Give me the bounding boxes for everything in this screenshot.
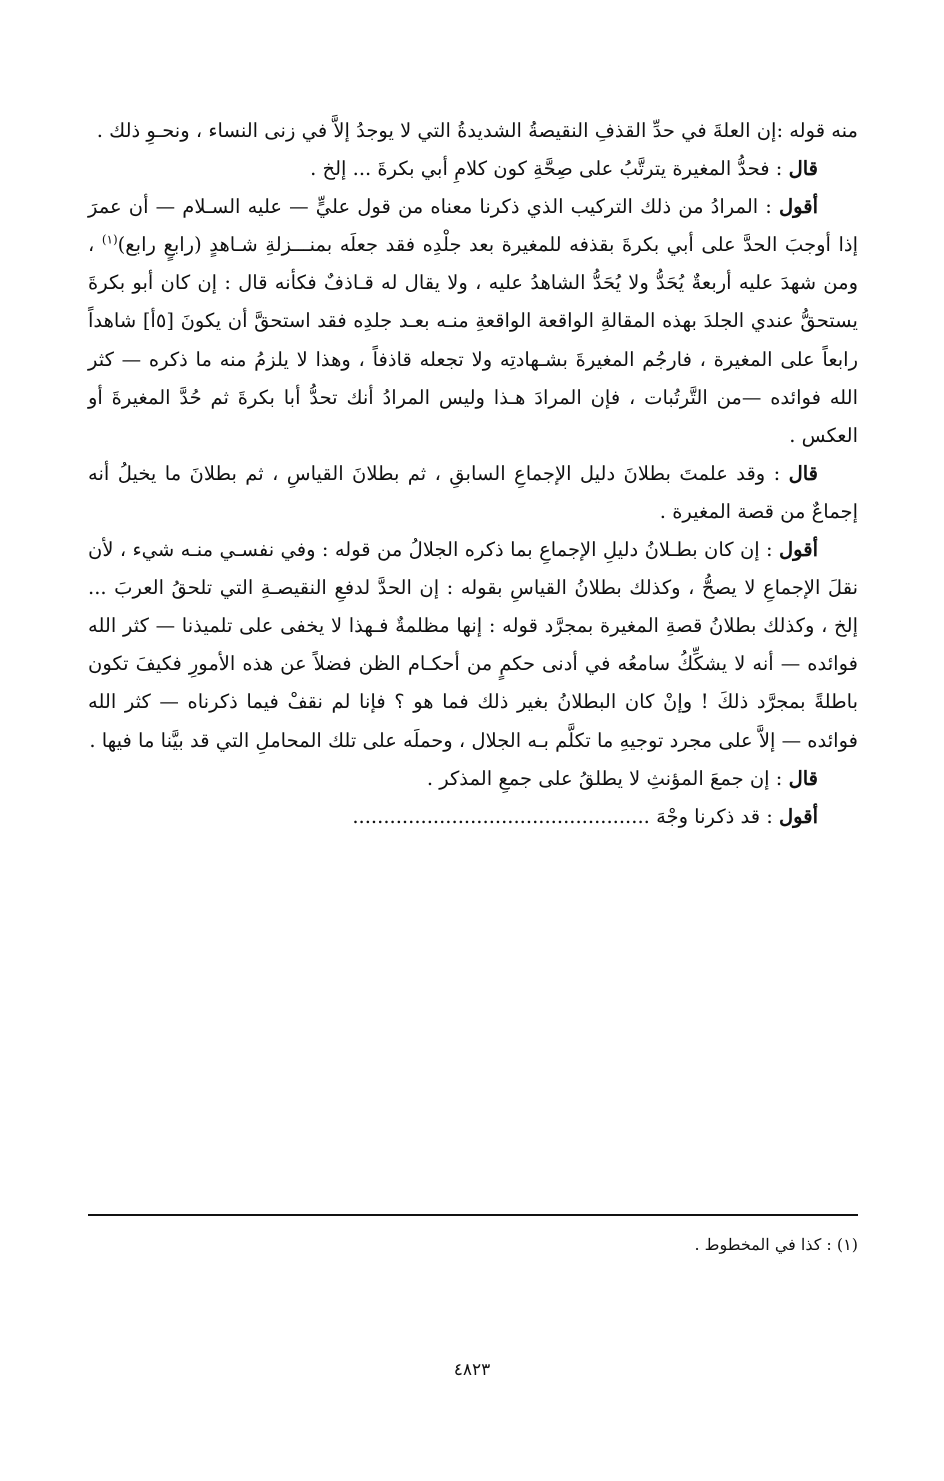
- continuation-dots: ................................................: [352, 804, 650, 828]
- footnote: (١) : كذا في المخطوط .: [694, 1235, 858, 1254]
- keyword-qala: قال: [788, 766, 818, 790]
- keyword-aqulu: أقول: [779, 195, 818, 219]
- paragraph-7-text: : قد ذكرنا وجْهَ: [656, 804, 780, 828]
- paragraph-5-text: : إن كان بطـلانُ دليلِ الإجماعِ بما ذكره الجلالُ من قوله : وفي نفسـي منـه شيء ، لأن نقلَ الإجماعِ لا يصحُّ ، وكذلك بطلانُ القياسِ بقوله : إن الحدَّ لدفعِ النقيصـةِ التي تلحقُ العربَ ... إلخ ، وكذلك بطلانُ قصةِ المغيرة بمجرَّد قوله : إنها مظلمةٌ فـهذا لا يخفى على تلميذنا — كثر الله فوائده — أنه لا يشكِّكُ سامعُه في أدنى حكمٍ من أحكـام الظن فضلاً عن هذه الأمورِ فكيفَ تكون باطلةً بمجرَّد ذلكَ ! وإنْ كان البطلانُ بغير ذلك فما هو ؟ فإنا لم نقفْ فيما ذكرناه — كثر الله فوائده — إلاَّ على مجرد توجيهِ ما تكلَّم بـه الجلال ، وحملَه على تلك المحاملِ التي قد بيَّنا ما فيها .: [88, 538, 858, 752]
- main-text: [88, 112, 858, 836]
- paragraph-3-text-b: ، ومن شهدَ عليه أربعةٌ يُحَدُّ ولا يُحَدُّ الشاهدُ عليه ، ولا يقال له قـاذفٌ فكأنه قال : إن كان أبو بكرةَ يستحقُّ عندي الجلدَ بهذه المقالةِ الواقعة الواقعةِ منـه بعـد جلدِه فقد استحقَّ أن يكونَ [٥أ] شاهداً رابعاً على المغيرة ، فارجُم المغيرةَ بشـهادتِه ولا تجعله قاذفاً ، وهذا لا يلزمُ منه ما ذكره — كثر الله فوائده —من التَّرتُبات ، فإن المرادَ هـذا وليس المرادُ أنك تحدُّ أبا بكرةَ ثم حُدَّ المغيرةَ أو العكس .: [88, 233, 858, 447]
- paragraph-2: [88, 150, 858, 188]
- footnote-divider: [88, 1214, 858, 1216]
- keyword-qala: قال: [788, 461, 818, 485]
- page-number: ٤٨٢٣: [453, 1360, 491, 1380]
- keyword-aqulu: أقول: [779, 538, 818, 562]
- keyword-qala: قال: [788, 157, 818, 181]
- paragraph-4-text: : وقد علمتَ بطلانَ دليل الإجماعِ السابقِ ، ثم بطلانَ القياسِ ، ثم بطلانَ ما يخيلُ أنه إجماعٌ من قصة المغيرة .: [88, 461, 858, 523]
- paragraph-3: [88, 188, 858, 455]
- footnote-reference: (١): [101, 232, 118, 247]
- paragraph-6: [88, 760, 858, 798]
- paragraph-2-text: : فحدُّ المغيرة يترتَّبُ على صِحَّةِ كون كلامِ أبي بكرةَ ... إلخ .: [310, 157, 789, 181]
- paragraph-4: [88, 455, 858, 531]
- paragraph-3-text-a: : المرادُ من ذلك التركيب الذي ذكرنا معناه من قول عليٍّ — عليه السـلام — أن عمرَ إذا أوجبَ الحدَّ على أبي بكرةَ بقذفه للمغيرة بعد جلْدِه فقد جعلَه بمنـــزلةِ شـاهدٍ (رابعٍ رابع): [88, 195, 859, 257]
- paragraph-6-text: : إن جمعَ المؤنثِ لا يطلقُ على جمعِ المذكر .: [426, 766, 789, 790]
- paragraph-5: [88, 531, 858, 760]
- paragraph-1-text: منه قوله :إن العلةَ في حدِّ القذفِ النقيصةُ الشديدةُ التي لا يوجدُ إلاَّ في زنى النساء ، ونحـوِ ذلك .: [96, 119, 858, 142]
- paragraph-7: [88, 798, 858, 836]
- paragraph-1: [88, 112, 858, 150]
- keyword-aqulu: أقول: [779, 804, 818, 828]
